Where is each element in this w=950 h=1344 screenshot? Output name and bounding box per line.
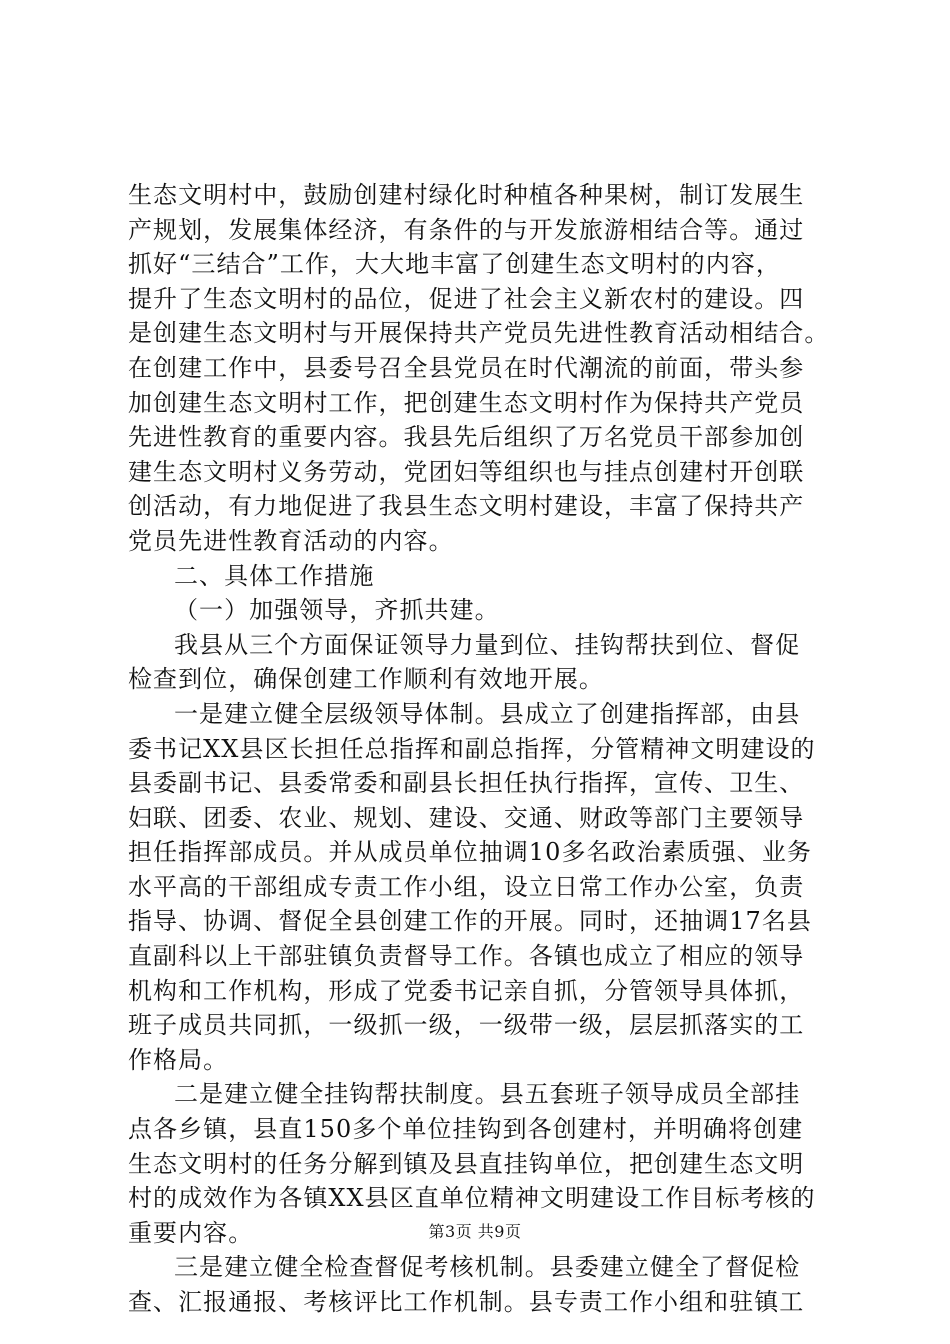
text-line: 直副科以上干部驻镇负责督导工作。各镇也成立了相应的领导 [128,942,805,971]
text-line: 生态文明村的任务分解到镇及县直挂钩单位，把创建生态文明 [128,1149,805,1178]
text-line: 加创建生态文明村工作，把创建生态文明村作为保持共产党员 [128,388,805,417]
text-line: 机构和工作机构，形成了党委书记亲自抓，分管领导具体抓， [128,976,805,1005]
text-line: 作格局。 [128,1045,229,1074]
text-line: 水平高的干部组成专责工作小组，设立日常工作办公室，负责 [128,872,805,901]
text-line: 妇联、团委、农业、规划、建设、交通、财政等部门主要领导 [128,803,805,832]
paragraph-start: 三是建立健全检查督促考核机制。县委建立健全了督促检 [174,1253,801,1282]
text-line: 提升了生态文明村的品位，促进了社会主义新农村的建设。四 [128,284,805,313]
text-line: 重要内容。 [128,1218,254,1247]
text-line: 抓好“三结合”工作，大大地丰富了创建生态文明村的内容， [128,250,781,279]
text-line: 党员先进性教育活动的内容。 [128,526,454,555]
text-line: 先进性教育的重要内容。我县先后组织了万名党员干部参加创 [128,423,805,452]
text-line: 担任指挥部成员。并从成员单位抽调10多名政治素质强、业务 [128,838,812,867]
paragraph-start: 一是建立健全层级领导体制。县成立了创建指挥部，由县 [174,699,801,728]
text-line: 查、汇报通报、考核评比工作机制。县专责工作小组和驻镇工 [128,1288,805,1316]
text-line: 生态文明村中，鼓励创建村绿化时种植各种果树，制订发展生 [128,181,805,209]
text-line: 创活动，有力地促进了我县生态文明村建设，丰富了保持共产 [128,492,805,521]
text-line: 建生态文明村义务劳动，党团妇等组织也与挂点创建村开创联 [128,457,805,486]
text-line: 是创建生态文明村与开展保持共产党员先进性教育活动相结合。 [128,319,830,348]
paragraph-start: 我县从三个方面保证领导力量到位、挂钩帮扶到位、督促 [174,630,801,659]
text-line: 县委副书记、县委常委和副县长担任执行指挥，宣传、卫生、 [128,769,805,798]
text-line: 指导、协调、督促全县创建工作的开展。同时，还抽调17名县 [128,907,812,936]
text-line: 委书记XX县区长担任总指挥和副总指挥，分管精神文明建设的 [128,734,816,763]
subsection-heading: （一）加强领导，齐抓共建。 [174,596,500,625]
text-line: 检查到位，确保创建工作顺利有效地开展。 [128,665,604,694]
section-heading: 二、具体工作措施 [174,561,375,590]
text-line: 点各乡镇，县直150多个单位挂钩到各创建村，并明确将创建 [128,1115,804,1144]
text-line: 产规划，发展集体经济，有条件的与开发旅游相结合等。通过 [128,215,805,244]
text-line: 在创建工作中，县委号召全县党员在时代潮流的前面，带头参 [128,353,805,382]
text-line: 班子成员共同抓，一级抓一级，一级带一级，层层抓落实的工 [128,1011,805,1040]
text-line: 村的成效作为各镇XX县区直单位精神文明建设工作目标考核的 [128,1184,816,1213]
document-body [128,178,828,1320]
page-number-footer: 第3页 共9页 [428,1222,522,1241]
paragraph-start: 二是建立健全挂钩帮扶制度。县五套班子领导成员全部挂 [174,1080,801,1109]
